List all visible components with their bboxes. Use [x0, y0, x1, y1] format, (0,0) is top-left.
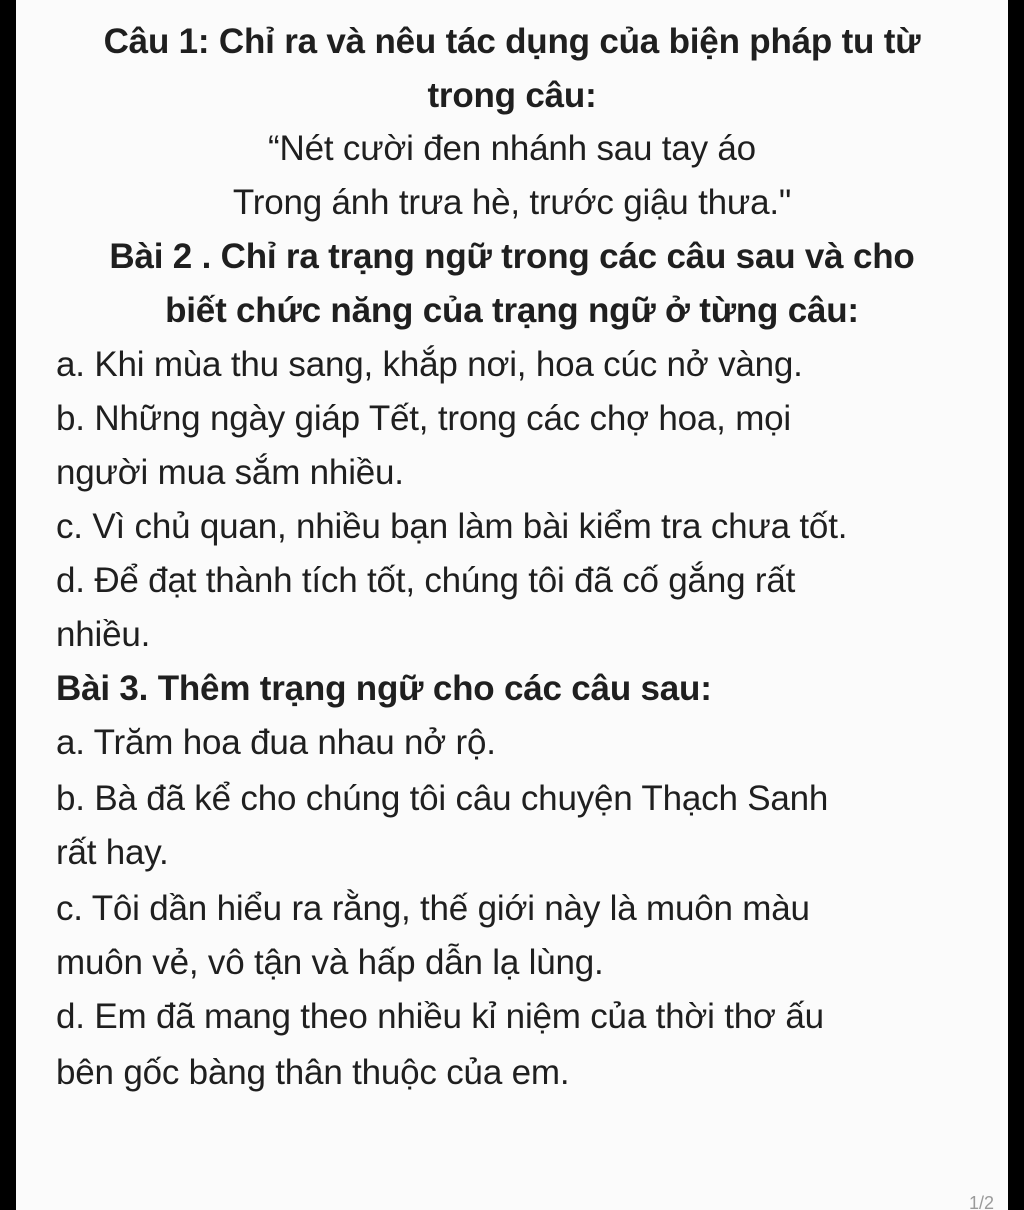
exercise3-item-b-line2: rất hay.: [56, 833, 169, 872]
exercise3-item-d-line1: d. Em đã mang theo nhiều kỉ niệm của thời thơ ấu: [56, 997, 824, 1036]
page-number: 1/2: [968, 1193, 994, 1210]
exercise2-item-b-line1: b. Những ngày giáp Tết, trong các chợ hoa, mọi: [56, 399, 792, 438]
exercise2-item-d-line2: nhiều.: [56, 615, 151, 654]
exercise3-item-c-line1: c. Tôi dần hiểu ra rằng, thế giới này là muôn màu: [56, 889, 810, 928]
exercise3-item-b-line1: b. Bà đã kể cho chúng tôi câu chuyện Thạch Sanh: [56, 779, 829, 818]
question1-title-line1: Câu 1: Chỉ ra và nêu tác dụng của biện pháp tu từ: [103, 22, 921, 61]
question1-quote-line1: “Nét cười đen nhánh sau tay áo: [268, 129, 756, 168]
exercise2-item-c: c. Vì chủ quan, nhiều bạn làm bài kiểm tra chưa tốt.: [56, 507, 848, 546]
exercise2-title-line1: Bài 2 . Chỉ ra trạng ngữ trong các câu sau và cho: [109, 237, 915, 276]
exercise2-item-b-line2: người mua sắm nhiều.: [56, 453, 404, 492]
exercise3-item-d-line2: bên gốc bàng thân thuộc của em.: [56, 1053, 570, 1092]
question1-quote-line2: Trong ánh trưa hè, trước giậu thưa.": [232, 183, 792, 222]
exercise2-item-d-line1: d. Để đạt thành tích tốt, chúng tôi đã cố gắng rất: [56, 561, 796, 600]
document-page: [16, 0, 1008, 1210]
exercise3-item-a: a. Trăm hoa đua nhau nở rộ.: [56, 723, 496, 762]
exercise2-item-a: a. Khi mùa thu sang, khắp nơi, hoa cúc nở vàng.: [56, 345, 803, 384]
exercise2-title-line2: biết chức năng của trạng ngữ ở từng câu:: [165, 291, 859, 330]
exercise3-item-c-line2: muôn vẻ, vô tận và hấp dẫn lạ lùng.: [56, 943, 604, 982]
exercise3-title: Bài 3. Thêm trạng ngữ cho các câu sau:: [56, 669, 712, 708]
question1-title-line2: trong câu:: [427, 76, 597, 115]
